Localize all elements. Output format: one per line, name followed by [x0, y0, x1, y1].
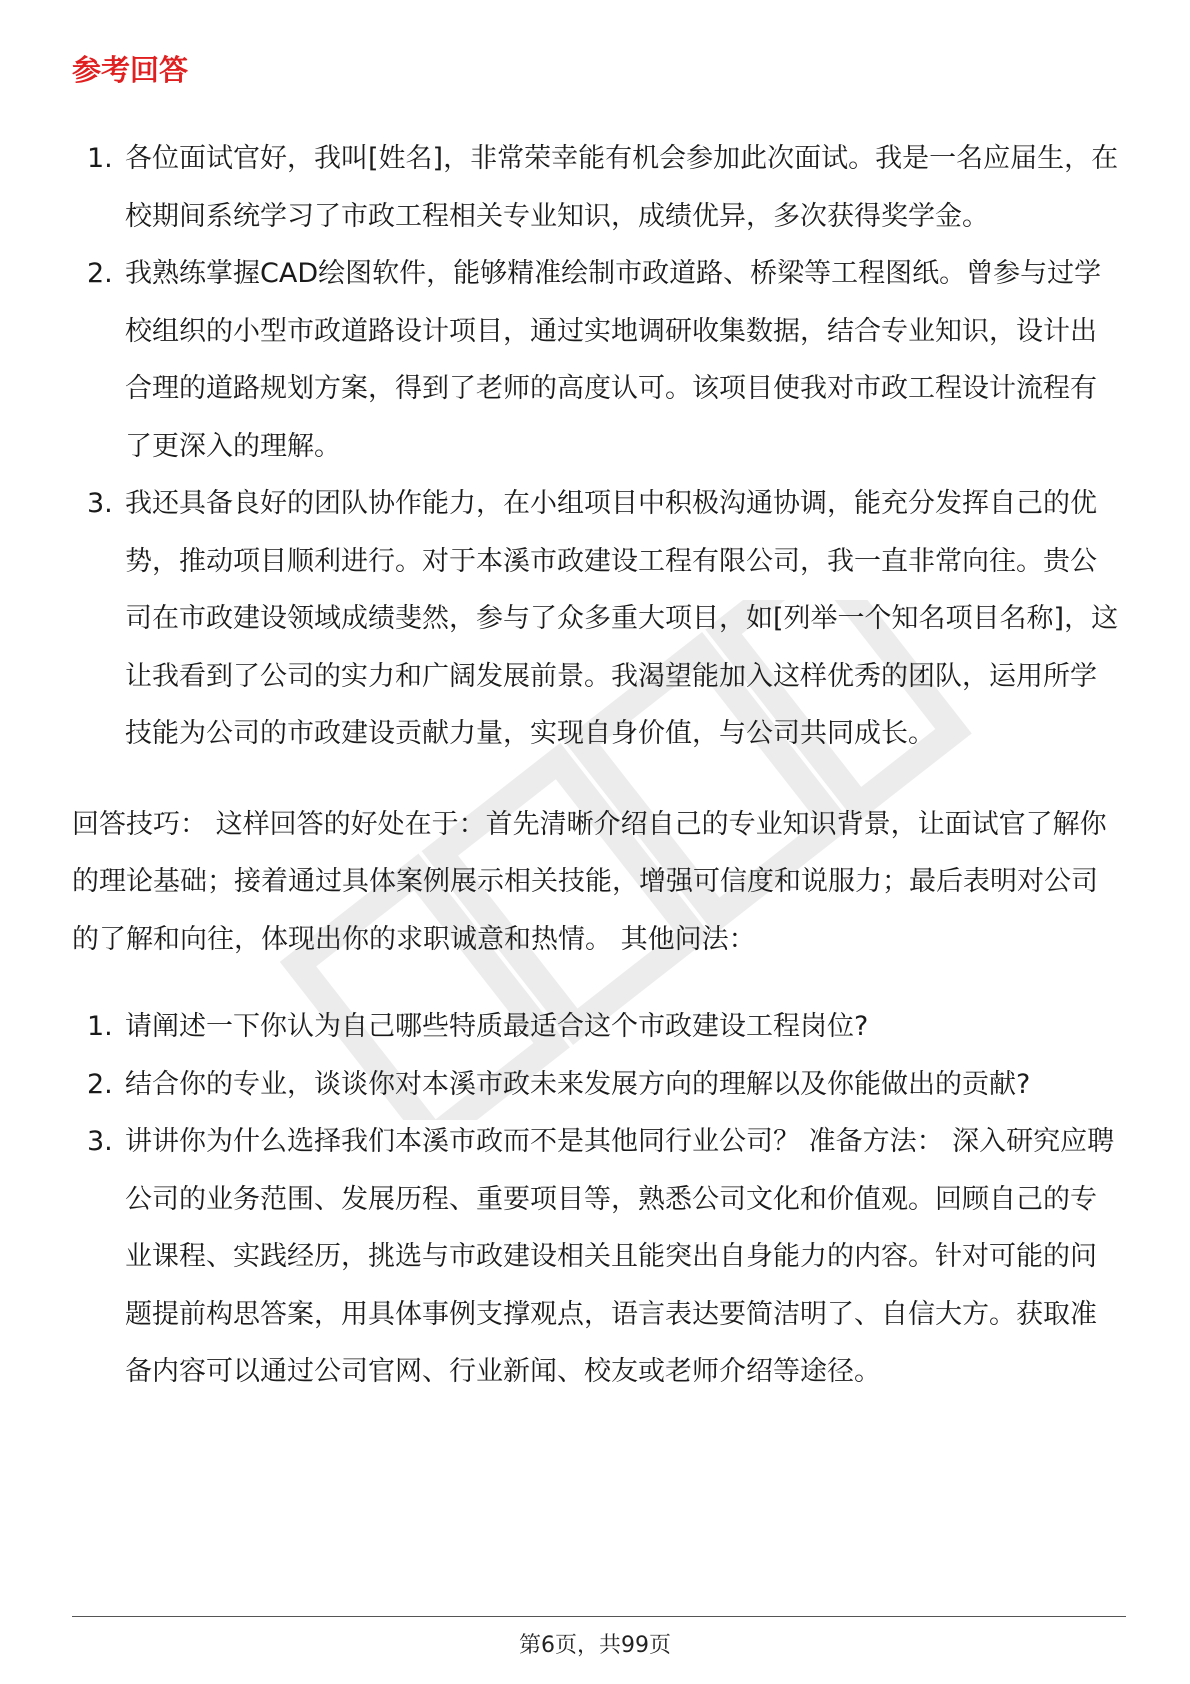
list-number: 2. [87, 1068, 113, 1100]
page-number: 第6页，共99页 [519, 1633, 671, 1658]
list-item [72, 1056, 1122, 1114]
list-text: 我熟练掌握CAD绘图软件，能够精准绘制市政道路、桥梁等工程图纸。曾参与过学校组织的小型市政道路设计项目，通过实地调研收集数据，结合专业知识，设计出合理的道路规划方案，得到了老师的高度认可。该项目使我对市政工程设计流程有了更深入的理解。 [125, 258, 1102, 462]
list-number: 1. [87, 1011, 113, 1042]
list-number: 3. [87, 1126, 113, 1157]
list-number: 2. [87, 258, 113, 289]
list-item [72, 998, 1122, 1056]
page-content [72, 40, 1122, 1401]
answer-list [72, 130, 1122, 763]
list-number: 1. [87, 143, 113, 174]
list-text: 结合你的专业，谈谈你对本溪市政未来发展方向的理解以及你能做出的贡献? [125, 1068, 1031, 1100]
list-item [72, 1113, 1122, 1401]
list-text: 我还具备良好的团队协作能力，在小组项目中积极沟通协调，能充分发挥自己的优势，推动项目顺利进行。对于本溪市政建设工程有限公司，我一直非常向往。贵公司在市政建设领域成绩斐然，参与了众多重大项目，如[列举一个知名项目名称]，这让我看到了公司的实力和广阔发展前景。我渴望能加入这样优秀的团队，运用所学技能为公司的市政建设贡献力量，实现自身价值，与公司共同成长。 [125, 488, 1119, 749]
list-item [72, 130, 1122, 245]
other-questions-list [72, 998, 1122, 1401]
section-title: 参考回答 [72, 53, 189, 87]
list-text: 请阐述一下你认为自己哪些特质最适合这个市政建设工程岗位? [125, 1011, 869, 1042]
list-item [72, 245, 1122, 475]
list-item [72, 475, 1122, 763]
list-number: 3. [87, 488, 113, 519]
footer-divider [72, 1616, 1126, 1617]
list-text: 各位面试官好，我叫[姓名]，非常荣幸能有机会参加此次面试。我是一名应届生，在校期间系统学习了市政工程相关专业知识，成绩优异，多次获得奖学金。 [125, 143, 1119, 232]
tips-paragraph: 回答技巧： 这样回答的好处在于：首先清晰介绍自己的专业知识背景，让面试官了解你的理论基础；接着通过具体案例展示相关技能，增强可信度和说服力；最后表明对公司的了解和向往，体现出你的求职诚意和热情。 其他问法： [72, 808, 1107, 955]
list-text: 讲讲你为什么选择我们本溪市政而不是其他同行业公司？ 准备方法： 深入研究应聘公司的业务范围、发展历程、重要项目等，熟悉公司文化和价值观。回顾自己的专业课程、实践经历，挑选与市政建设相关且能突出自身能力的内容。针对可能的问题提前构思答案，用具体事例支撑观点，语言表达要简洁明了、自信大方。获取准备内容可以通过公司官网、行业新闻、校友或老师介绍等途径。 [125, 1126, 1115, 1387]
